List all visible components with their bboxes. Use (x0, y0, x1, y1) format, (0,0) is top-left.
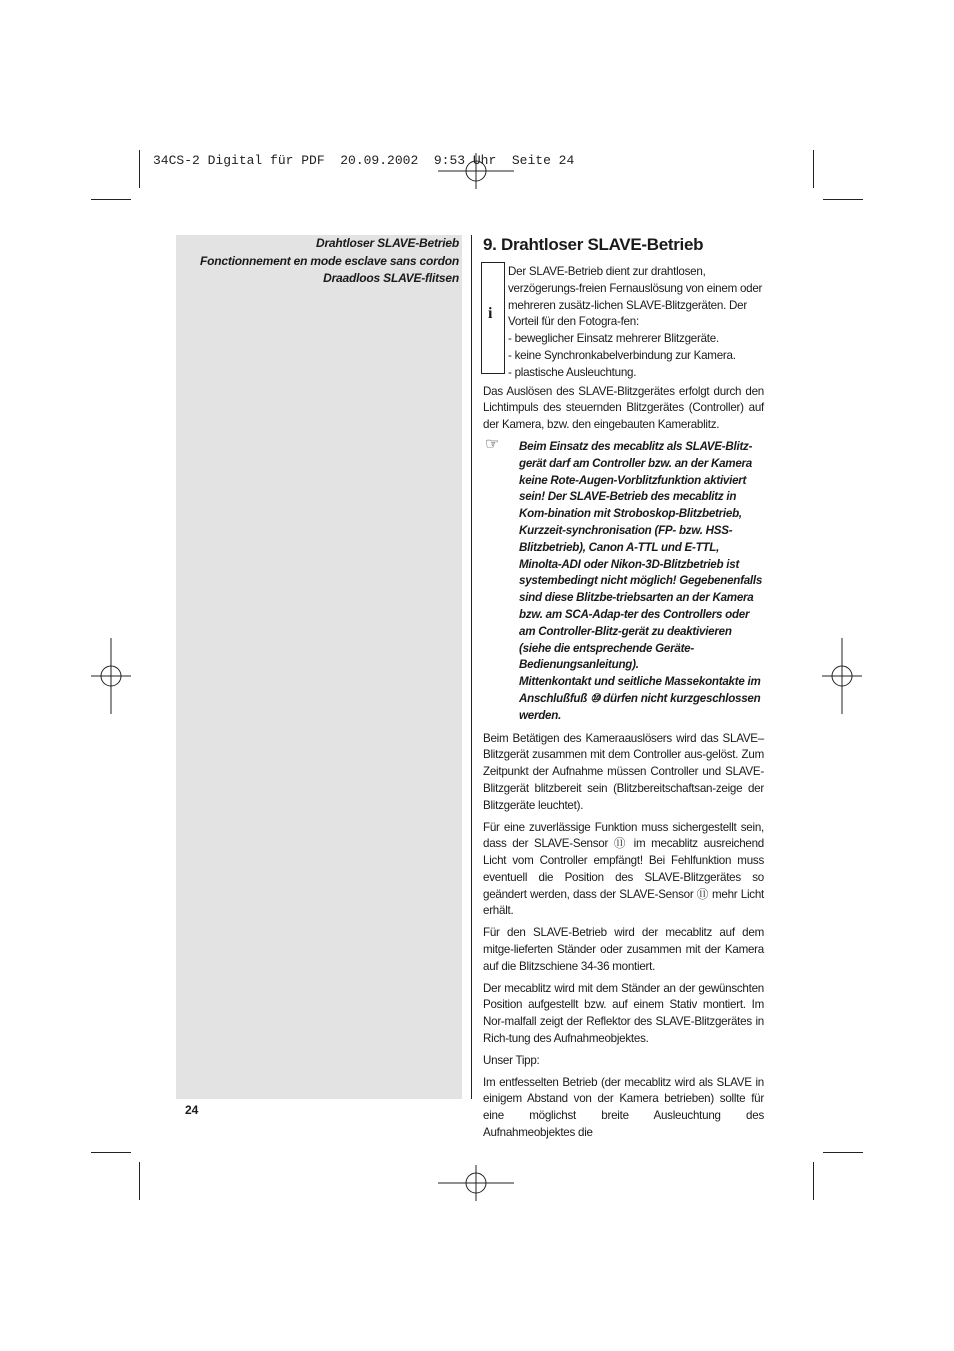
pointing-hand-icon: ☞ (485, 435, 500, 453)
crop-mark-bottom-left-h (91, 1152, 131, 1153)
paragraph: Unser Tipp: (483, 1053, 540, 1067)
section-title: 9. Drahtloser SLAVE-Betrieb (483, 235, 704, 254)
crop-mark-bottom-left-v (139, 1162, 140, 1200)
registration-mark-top (438, 133, 514, 209)
crop-mark-top-right-h (823, 199, 863, 200)
page-number: 24 (185, 1103, 199, 1117)
info-bullet: - plastische Ausleuchtung. (508, 365, 637, 379)
crop-mark-top-right-v (813, 150, 814, 188)
crop-mark-bottom-right-v (813, 1162, 814, 1200)
info-bullet: - keine Synchronkabelverbindung zur Kamera. (508, 348, 736, 362)
side-heading-fr: Fonctionnement en mode esclave sans cordon (200, 253, 459, 268)
crop-mark-top-left-v (139, 150, 140, 188)
info-bullet: - beweglicher Einsatz mehrerer Blitzgeräte. (508, 332, 719, 346)
crop-mark-top-left-h (91, 199, 131, 200)
warning-note (483, 435, 764, 725)
paragraph: Im entfesselten Betrieb (der mecablitz wird als SLAVE in einigem Abstand von der Kamera betrieben) sollte für eine möglichst breite Ausleuchtung des Aufnahmeobjektes die (483, 1075, 764, 1140)
print-slug: 34CS-2 Digital für PDF 20.09.2002 9:53 Uhr Seite 24 (153, 153, 575, 168)
paragraph: Das Auslösen des SLAVE-Blitzgerätes erfolgt durch den Lichtimpuls des steuernden Blitzgerätes (Controller) auf der Kamera, bzw. den eingebauten Kamerablitz. (483, 384, 764, 432)
info-box (483, 264, 764, 382)
paragraph: Der mecablitz wird mit dem Ständer an der gewünschten Position aufgestellt bzw. auf einem Stativ montiert. Im Nor-malfall zeigt der Reflektor des SLAVE-Blitzgerätes in Rich-tung des Aufnahmeobjektes. (483, 981, 764, 1046)
side-heading-de: Drahtloser SLAVE-Betrieb (315, 236, 459, 250)
paragraph: Für eine zuverlässige Funktion muss sichergestellt sein, dass der SLAVE-Sensor ⑪ im mecablitz ausreichend Licht vom Controller empfängt! Bei Fehlfunktion muss eventuell die Position des SLAVE-Blitzgerätes so geändert werden, dass der SLAVE-Sensor ⑪ mehr Licht erhält. (483, 820, 764, 918)
note-text: Beim Einsatz des mecablitz als SLAVE-Blitz-gerät darf am Controller bzw. an der Kamera keine Rote-Augen-Vorblitzfunktion aktiviert sein! Der SLAVE-Betrieb des mecablitz in Kom-bination mit Stroboskop-Blitzbetrieb, Kurzzeit-synchronisation (FP- bzw. HSS-Blitzbetrieb), Canon A-TTL und E-TTL, Minolta-ADI oder Nikon-3D-Blitzbetrieb ist systembedingt nicht möglich! Gegebenenfalls sind diese Blitzbe-triebsarten an der Kamera bzw. am SCA-Adap-ter des Controllers oder am Controller-Blitz-gerät zu deaktivieren (siehe die entsprechende Geräte-Bedienungsanleitung). (519, 439, 763, 672)
registration-mark-bottom (438, 1145, 514, 1221)
side-headings (180, 235, 459, 288)
info-icon: i (488, 305, 493, 322)
side-heading-nl: Draadloos SLAVE-flitsen (323, 271, 459, 285)
registration-mark-right (804, 638, 880, 714)
sidebar-panel (176, 235, 462, 1099)
note-text: Mittenkontakt und seitliche Massekontakte im Anschlußfuß ⑩ dürfen nicht kurzgeschlossen werden. (519, 675, 761, 722)
crop-mark-bottom-right-h (823, 1152, 863, 1153)
info-text: Der SLAVE-Betrieb dient zur drahtlosen, verzögerungs-freien Fernauslösung von einem oder mehreren zusätz-lichen SLAVE-Blitzgeräten. Der Vorteil für den Fotogra-fen: (508, 265, 763, 329)
column-divider (471, 235, 472, 1099)
main-column (483, 234, 764, 1147)
registration-mark-left (73, 638, 149, 714)
info-box-frame (481, 262, 505, 374)
paragraph: Beim Betätigen des Kameraauslösers wird das SLAVE–Blitzgerät zusammen mit dem Controller aus-gelöst. Zum Zeitpunkt der Aufnahme müssen Controller und SLAVE-Blitzgerät blitzbereit sein (Blitzbereitschaftsan-zeige der Blitzgeräte leuchtet). (483, 731, 764, 812)
paragraph: Für den SLAVE-Betrieb wird der mecablitz auf dem mitge-lieferten Ständer oder zusammen mit der Kamera auf die Blitzschiene 34-36 montiert. (483, 926, 764, 973)
